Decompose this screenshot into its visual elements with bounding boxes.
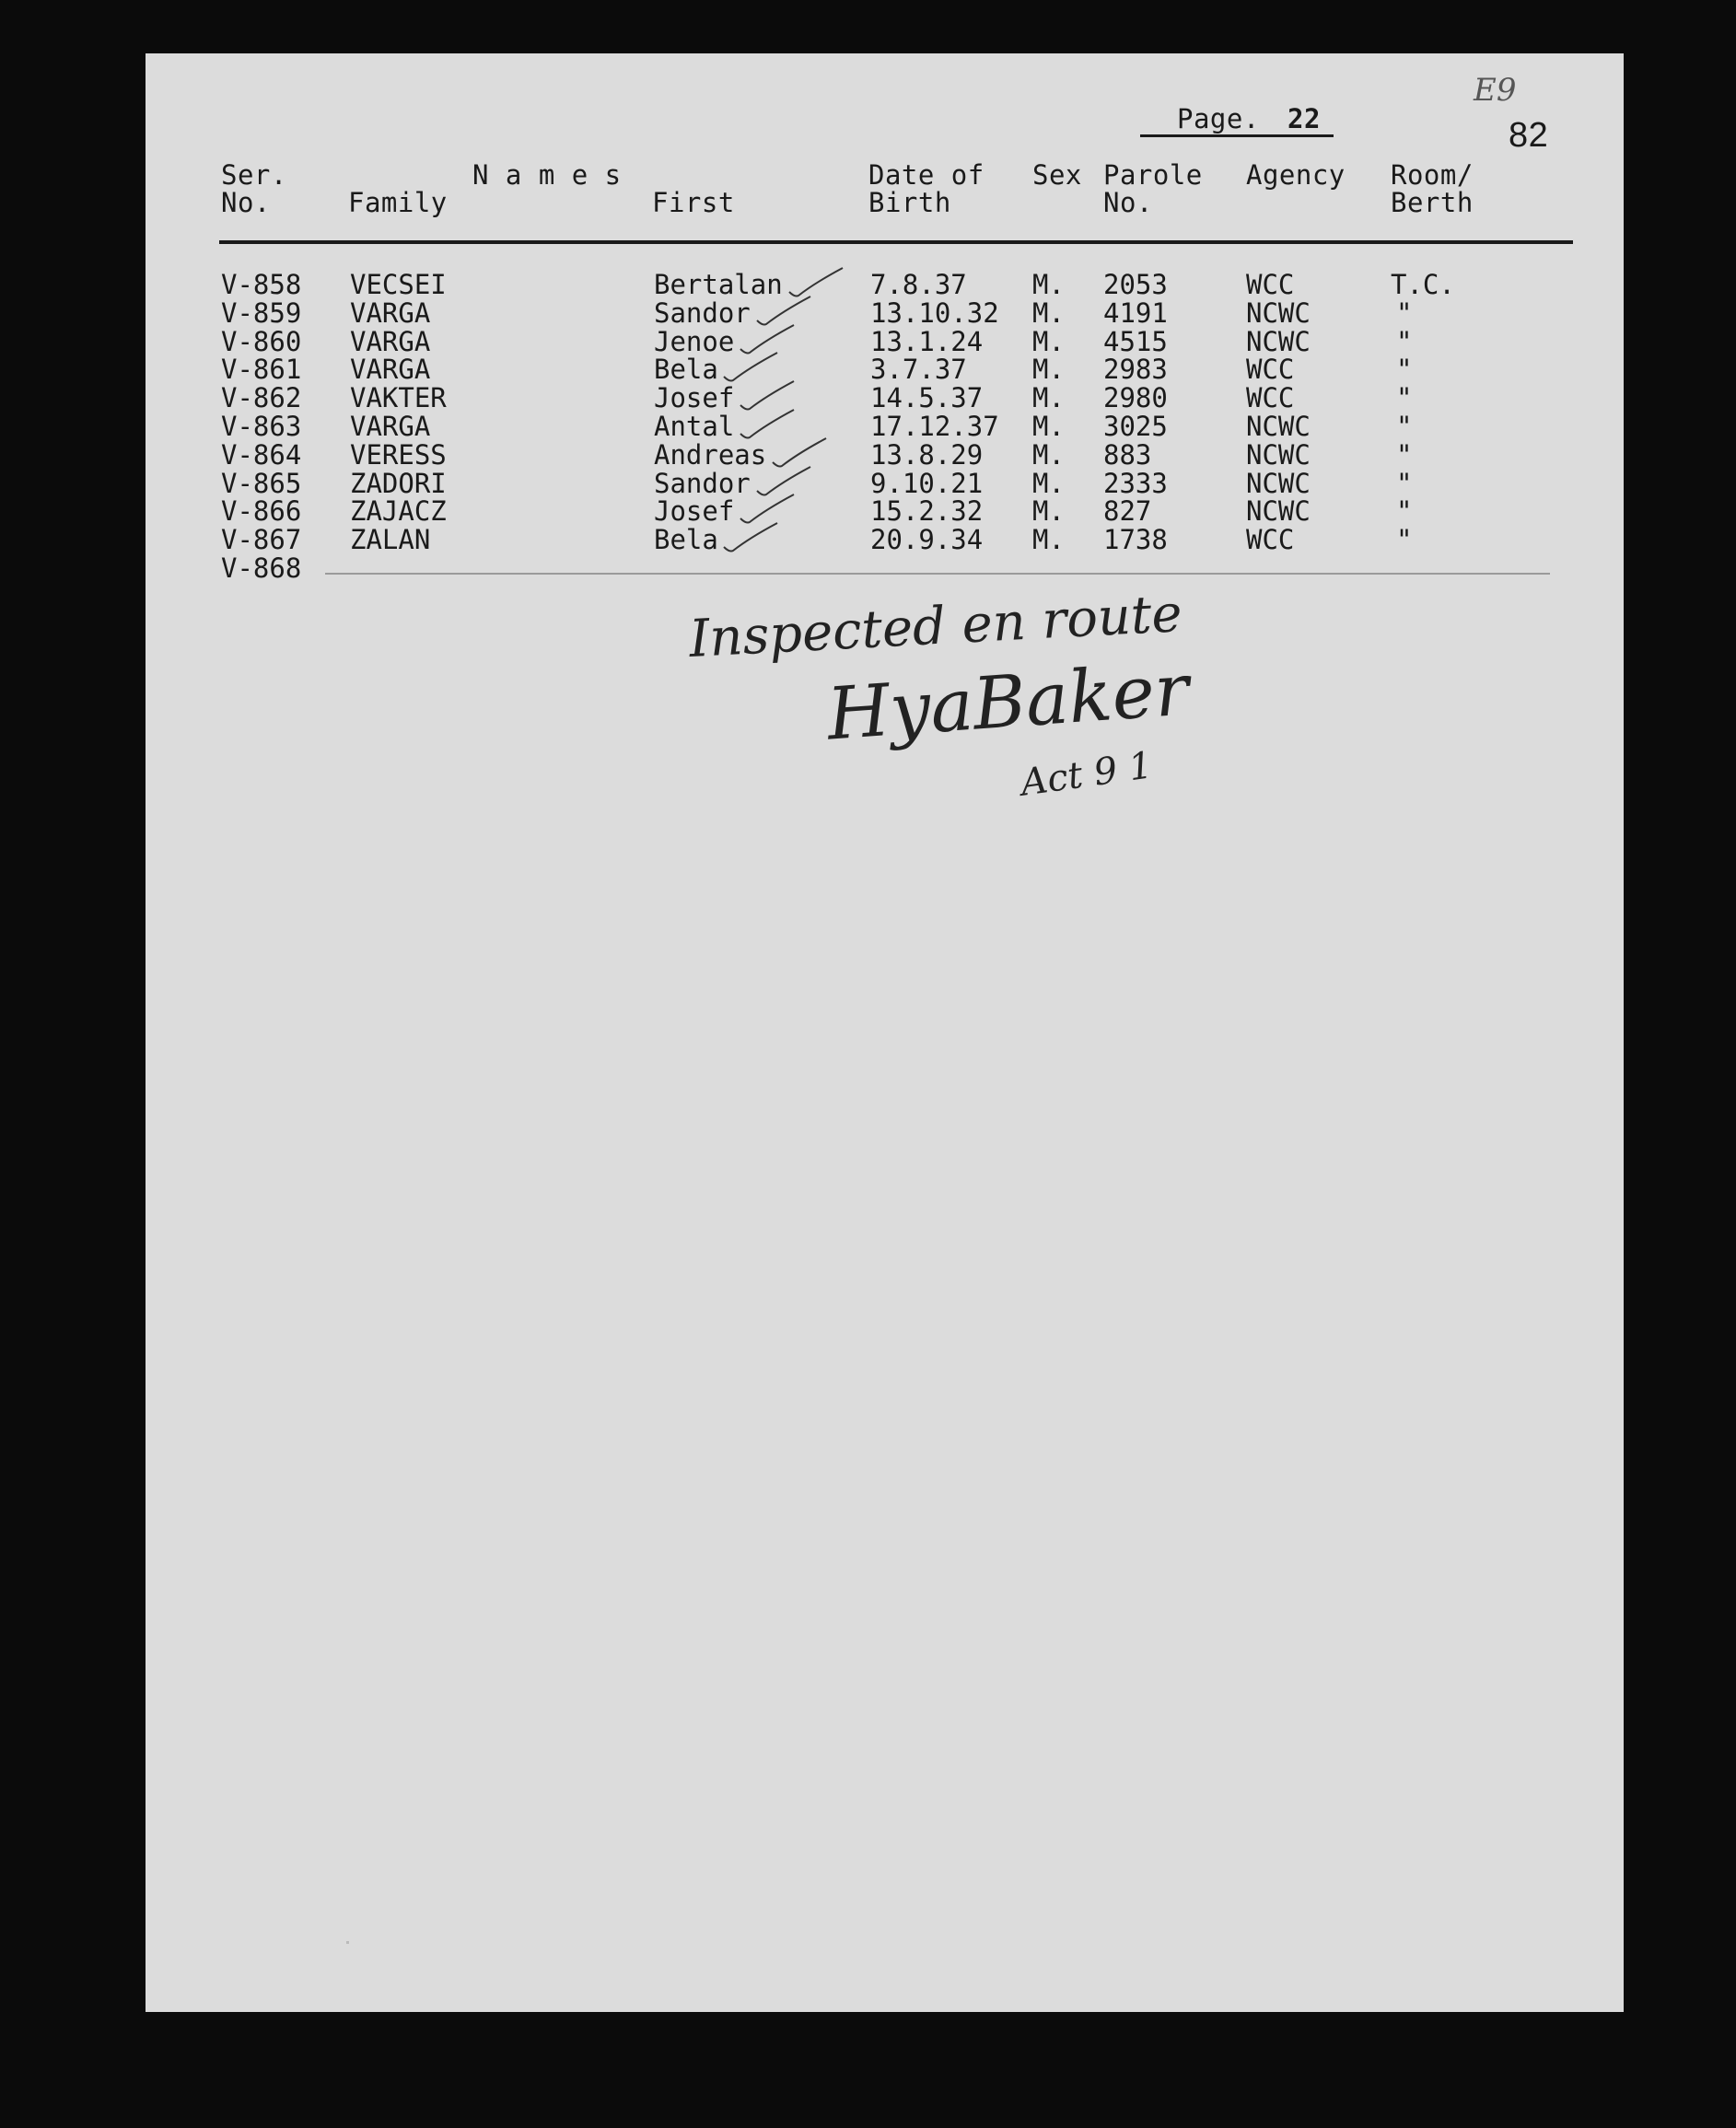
header-parole: Parole (1103, 159, 1203, 191)
cell-first: Sandor (654, 297, 751, 329)
cell-dob: 13.1.24 (870, 325, 984, 357)
cell-family: VARGA (350, 411, 431, 442)
cell-agency: NCWC (1246, 438, 1311, 471)
table-row (146, 269, 1624, 300)
cell-agency: NCWC (1246, 411, 1311, 442)
cell-parole: 4191 (1103, 297, 1168, 329)
cell-ser: V-859 (221, 297, 302, 329)
cell-dob: 7.8.37 (870, 269, 967, 300)
cell-first: Bela (654, 524, 718, 556)
cell-first: Josef (654, 382, 735, 414)
page-number-typed: 22 (1287, 103, 1321, 134)
cell-family: VECSEI (350, 269, 447, 300)
cell-first: Jenoe (654, 325, 735, 357)
cell-ser: V-864 (221, 438, 302, 471)
table-row (146, 413, 1624, 442)
cell-dob: 13.10.32 (870, 297, 999, 329)
cell-berth: " (1396, 467, 1413, 499)
cell-first: Andreas (654, 438, 767, 471)
check-mark-icon (722, 521, 786, 558)
cell-first: Josef (654, 495, 735, 528)
cell-family: VARGA (350, 297, 431, 329)
corner-annotation: E9 (1474, 72, 1517, 109)
inspector-signature: HyaBaker (824, 648, 1192, 757)
cell-first: Sandor (654, 467, 751, 499)
cell-sex: M. (1032, 495, 1065, 528)
cell-ser: V-867 (221, 524, 302, 556)
cell-sex: M. (1032, 411, 1065, 442)
cell-berth: " (1396, 411, 1413, 442)
header-birth: Birth (868, 187, 951, 218)
cell-ser: V-858 (221, 269, 302, 300)
table-row (146, 495, 1624, 528)
table-row (146, 467, 1624, 499)
cell-family: VARGA (350, 325, 431, 357)
cell-agency: NCWC (1246, 467, 1311, 499)
cell-ser: V-863 (221, 411, 302, 442)
cell-family: VERESS (350, 438, 447, 471)
header-first: First (652, 187, 735, 218)
cell-parole: 1738 (1103, 524, 1168, 556)
cell-berth: " (1396, 325, 1413, 357)
page-label: Page. (1177, 103, 1260, 134)
cell-sex: M. (1032, 467, 1065, 499)
cell-ser: V-866 (221, 495, 302, 528)
header-parole-no: No. (1103, 187, 1153, 218)
paper-speck (346, 1941, 349, 1944)
cell-family: ZADORI (350, 467, 447, 499)
cell-sex: M. (1032, 438, 1065, 471)
header-names: N a m e s (472, 159, 622, 191)
cell-parole: 2980 (1103, 382, 1168, 414)
cell-agency: NCWC (1246, 495, 1311, 528)
cell-ser: V-860 (221, 325, 302, 357)
cell-parole: 2333 (1103, 467, 1168, 499)
cell-agency: WCC (1246, 269, 1295, 300)
cell-sex: M. (1032, 382, 1065, 414)
cell-agency: WCC (1246, 382, 1295, 414)
header-ser: Ser. (221, 159, 287, 191)
cell-dob: 20.9.34 (870, 524, 984, 556)
cell-sex: M. (1032, 524, 1065, 556)
cell-parole: 4515 (1103, 325, 1168, 357)
table-row (146, 297, 1624, 329)
cell-dob: 13.8.29 (870, 438, 984, 471)
sheet-number: 82 (1509, 116, 1549, 155)
header-agency: Agency (1246, 159, 1346, 191)
cell-berth: " (1396, 354, 1413, 386)
cell-berth: T.C. (1391, 269, 1455, 300)
header-berth: Berth (1391, 187, 1474, 218)
page-number-underline (1140, 134, 1334, 137)
header-sex: Sex (1032, 159, 1082, 191)
cell-parole: 3025 (1103, 411, 1168, 442)
cell-agency: WCC (1246, 524, 1295, 556)
table-row (146, 524, 1624, 556)
handwritten-note: Inspected en route (687, 584, 1184, 669)
cell-family: ZALAN (350, 524, 431, 556)
cell-family: VAKTER (350, 382, 447, 414)
header-no: No. (221, 187, 271, 218)
table-row (146, 438, 1624, 471)
cell-ser: V-868 (221, 552, 302, 584)
cell-first: Bela (654, 354, 718, 386)
table-row (146, 552, 1624, 584)
header-date-of: Date of (868, 159, 985, 191)
cell-parole: 2053 (1103, 269, 1168, 300)
cell-sex: M. (1032, 325, 1065, 357)
header-divider (219, 240, 1573, 244)
cell-sex: M. (1032, 269, 1065, 300)
document-sheet (146, 53, 1624, 2012)
cell-berth: " (1396, 524, 1413, 556)
table-end-line (325, 573, 1550, 575)
cell-family: ZAJACZ (350, 495, 447, 528)
cell-agency: WCC (1246, 354, 1295, 386)
header-room: Room/ (1391, 159, 1474, 191)
cell-dob: 3.7.37 (870, 354, 967, 386)
cell-berth: " (1396, 382, 1413, 414)
cell-dob: 9.10.21 (870, 467, 984, 499)
cell-dob: 17.12.37 (870, 411, 999, 442)
handwritten-initials: Act 9 1 (1018, 744, 1156, 805)
cell-sex: M. (1032, 354, 1065, 386)
cell-ser: V-861 (221, 354, 302, 386)
cell-berth: " (1396, 495, 1413, 528)
cell-dob: 15.2.32 (870, 495, 984, 528)
cell-berth: " (1396, 297, 1413, 329)
cell-first: Antal (654, 411, 735, 442)
cell-family: VARGA (350, 354, 431, 386)
cell-agency: NCWC (1246, 325, 1311, 357)
cell-parole: 2983 (1103, 354, 1168, 386)
header-family: Family (348, 187, 448, 218)
cell-parole: 827 (1103, 495, 1152, 528)
cell-berth: " (1396, 438, 1413, 471)
cell-ser: V-865 (221, 467, 302, 499)
cell-parole: 883 (1103, 438, 1152, 471)
cell-agency: NCWC (1246, 297, 1311, 329)
cell-dob: 14.5.37 (870, 382, 984, 414)
cell-sex: M. (1032, 297, 1065, 329)
table-row (146, 356, 1624, 385)
table-row (146, 325, 1624, 357)
cell-first: Bertalan (654, 269, 783, 300)
table-row (146, 382, 1624, 414)
cell-ser: V-862 (221, 382, 302, 414)
